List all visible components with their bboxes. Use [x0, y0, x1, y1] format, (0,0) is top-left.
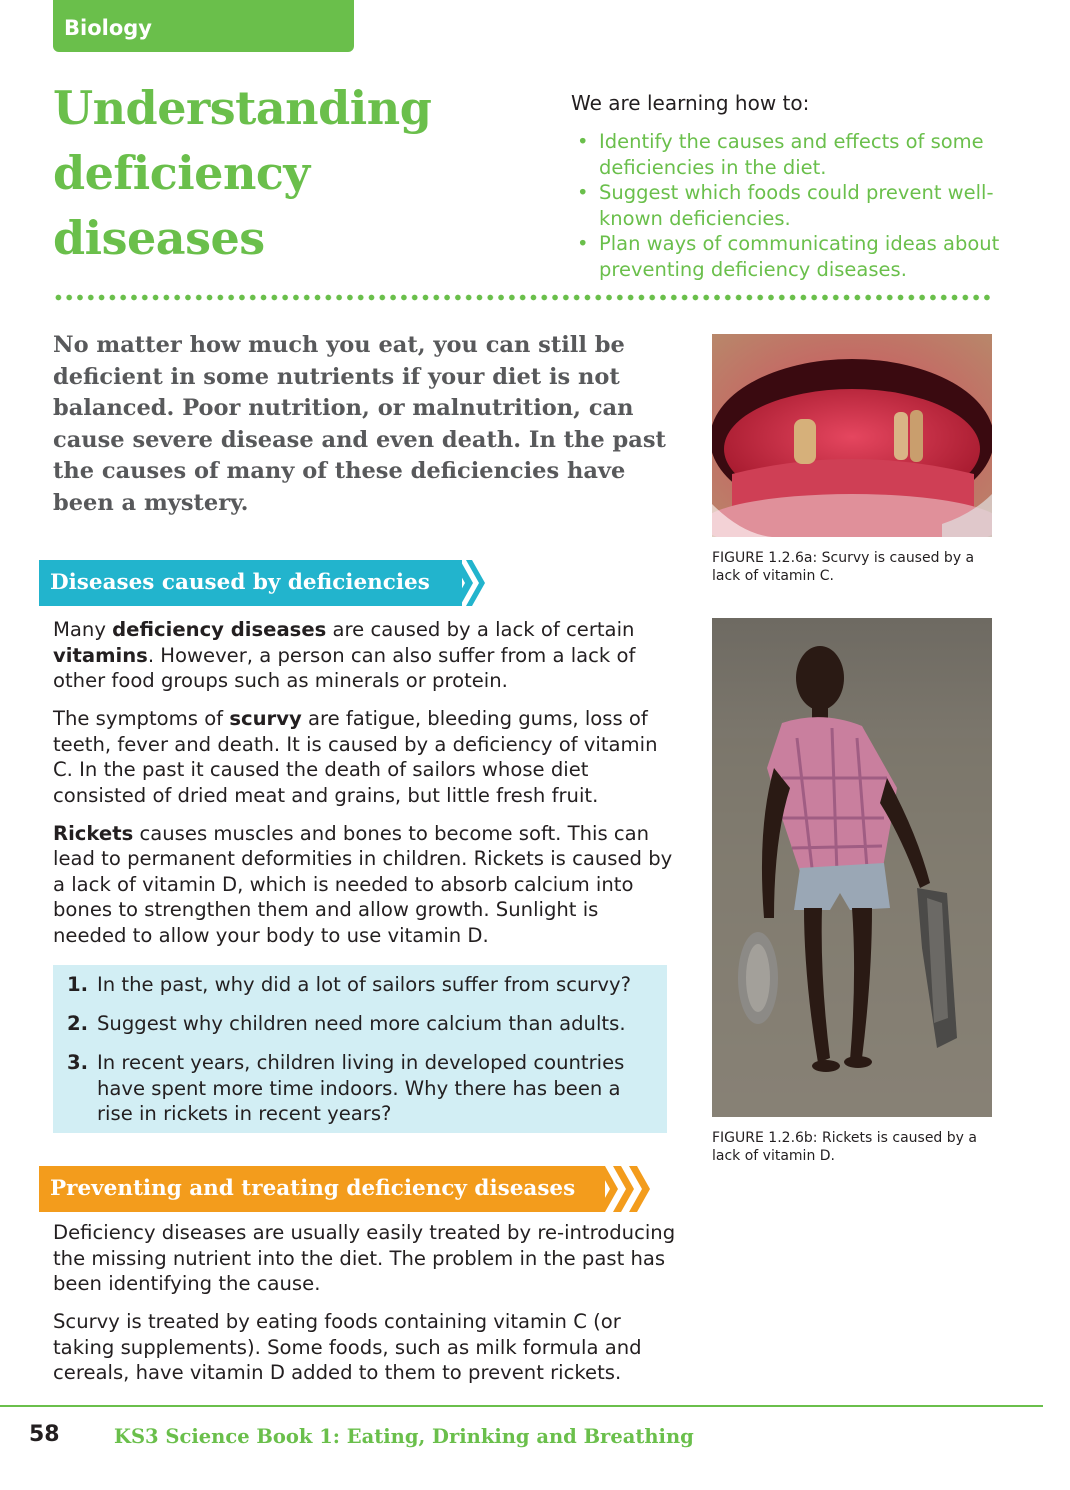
section1-body	[53, 617, 678, 961]
page-title	[53, 76, 523, 271]
question-text: In recent years, children living in developed countries have spent more time indoors. Why there has been a rise in rickets in recent years?	[97, 1051, 625, 1125]
footer-rule	[0, 1405, 1043, 1407]
question-item	[67, 972, 657, 998]
questions-box	[53, 965, 667, 1133]
section2-body	[53, 1220, 678, 1398]
chevron-right-icon	[452, 560, 488, 606]
question-item	[67, 1050, 657, 1127]
objective-item: • Suggest which foods could prevent well-known deficiencies.	[571, 180, 1011, 231]
question-item	[67, 1011, 657, 1037]
question-text: Suggest why children need more calcium than adults.	[97, 1012, 626, 1035]
section-tab-label: Biology	[64, 16, 152, 40]
title-line-3: diseases	[53, 211, 265, 265]
question-number: 2.	[67, 1012, 89, 1035]
section-heading-diseases	[39, 560, 462, 606]
paragraph: Rickets causes muscles and bones to become soft. This can lead to permanent deformities in children. Rickets is caused by a lack of vitamin D, which is needed to absorb calcium into bones to strengthen them and allow growth. Sunlight is needed to allow your body to use vitamin D.	[53, 821, 673, 947]
paragraph: Many deficiency diseases are caused by a lack of certain vitamins. However, a person can also suffer from a lack of other food groups such as minerals or protein.	[53, 618, 636, 692]
objectives-list	[571, 129, 1011, 282]
page-number: 58	[29, 1422, 60, 1447]
title-line-1: Understanding	[53, 81, 432, 135]
question-number: 1.	[67, 973, 89, 996]
section-heading-label: Preventing and treating deficiency diseases	[50, 1176, 576, 1201]
section-heading-label: Diseases caused by deficiencies	[50, 570, 430, 595]
figure-caption: FIGURE 1.2.6b: Rickets is caused by a lack of vitamin D.	[712, 1130, 977, 1164]
scurvy-photo	[712, 334, 992, 537]
section-heading-preventing	[39, 1166, 605, 1212]
chevron-right-icon	[597, 1166, 653, 1212]
question-number: 3.	[67, 1051, 89, 1074]
key-term: Rickets	[53, 821, 134, 845]
objective-item: • Plan ways of communicating ideas about preventing deficiency diseases.	[571, 231, 1011, 282]
learning-objectives	[571, 89, 1011, 282]
intro-paragraph: No matter how much you eat, you can still be deficient in some nutrients if your diet is not balanced. Poor nutrition, or malnutrition, can cause severe disease and even death. In the past the causes of many of these deficiencies have been a mystery.	[53, 332, 666, 516]
title-line-2: deficiency	[53, 146, 310, 200]
rickets-photo	[712, 618, 992, 1117]
figure-caption: FIGURE 1.2.6a: Scurvy is caused by a lack of vitamin C.	[712, 550, 975, 584]
book-title: KS3 Science Book 1: Eating, Drinking and Breathing	[114, 1425, 694, 1448]
paragraph: Deficiency diseases are usually easily treated by re-introducing the missing nutrient into the diet. The problem in the past has been identifying the cause.	[53, 1221, 676, 1295]
paragraph: Scurvy is treated by eating foods containing vitamin C (or taking supplements). Some foods, such as milk formula and cereals, have vitamin D added to them to prevent rickets.	[53, 1310, 642, 1384]
question-text: In the past, why did a lot of sailors suffer from scurvy?	[97, 973, 632, 996]
paragraph: The symptoms of scurvy are fatigue, bleeding gums, loss of teeth, fever and death. It is caused by a deficiency of vitamin C. In the past it caused the death of sailors whose diet consisted of dried meat and grains, but little fresh fruit.	[53, 707, 658, 807]
dotted-divider	[53, 294, 993, 301]
key-term: deficiency diseases	[112, 618, 327, 641]
key-term: scurvy	[229, 707, 302, 730]
objective-item: • Identify the causes and effects of some deficiencies in the diet.	[571, 129, 1011, 180]
objectives-intro: We are learning how to:	[571, 91, 810, 115]
section-tab	[53, 0, 354, 52]
key-term: vitamins	[53, 643, 148, 667]
